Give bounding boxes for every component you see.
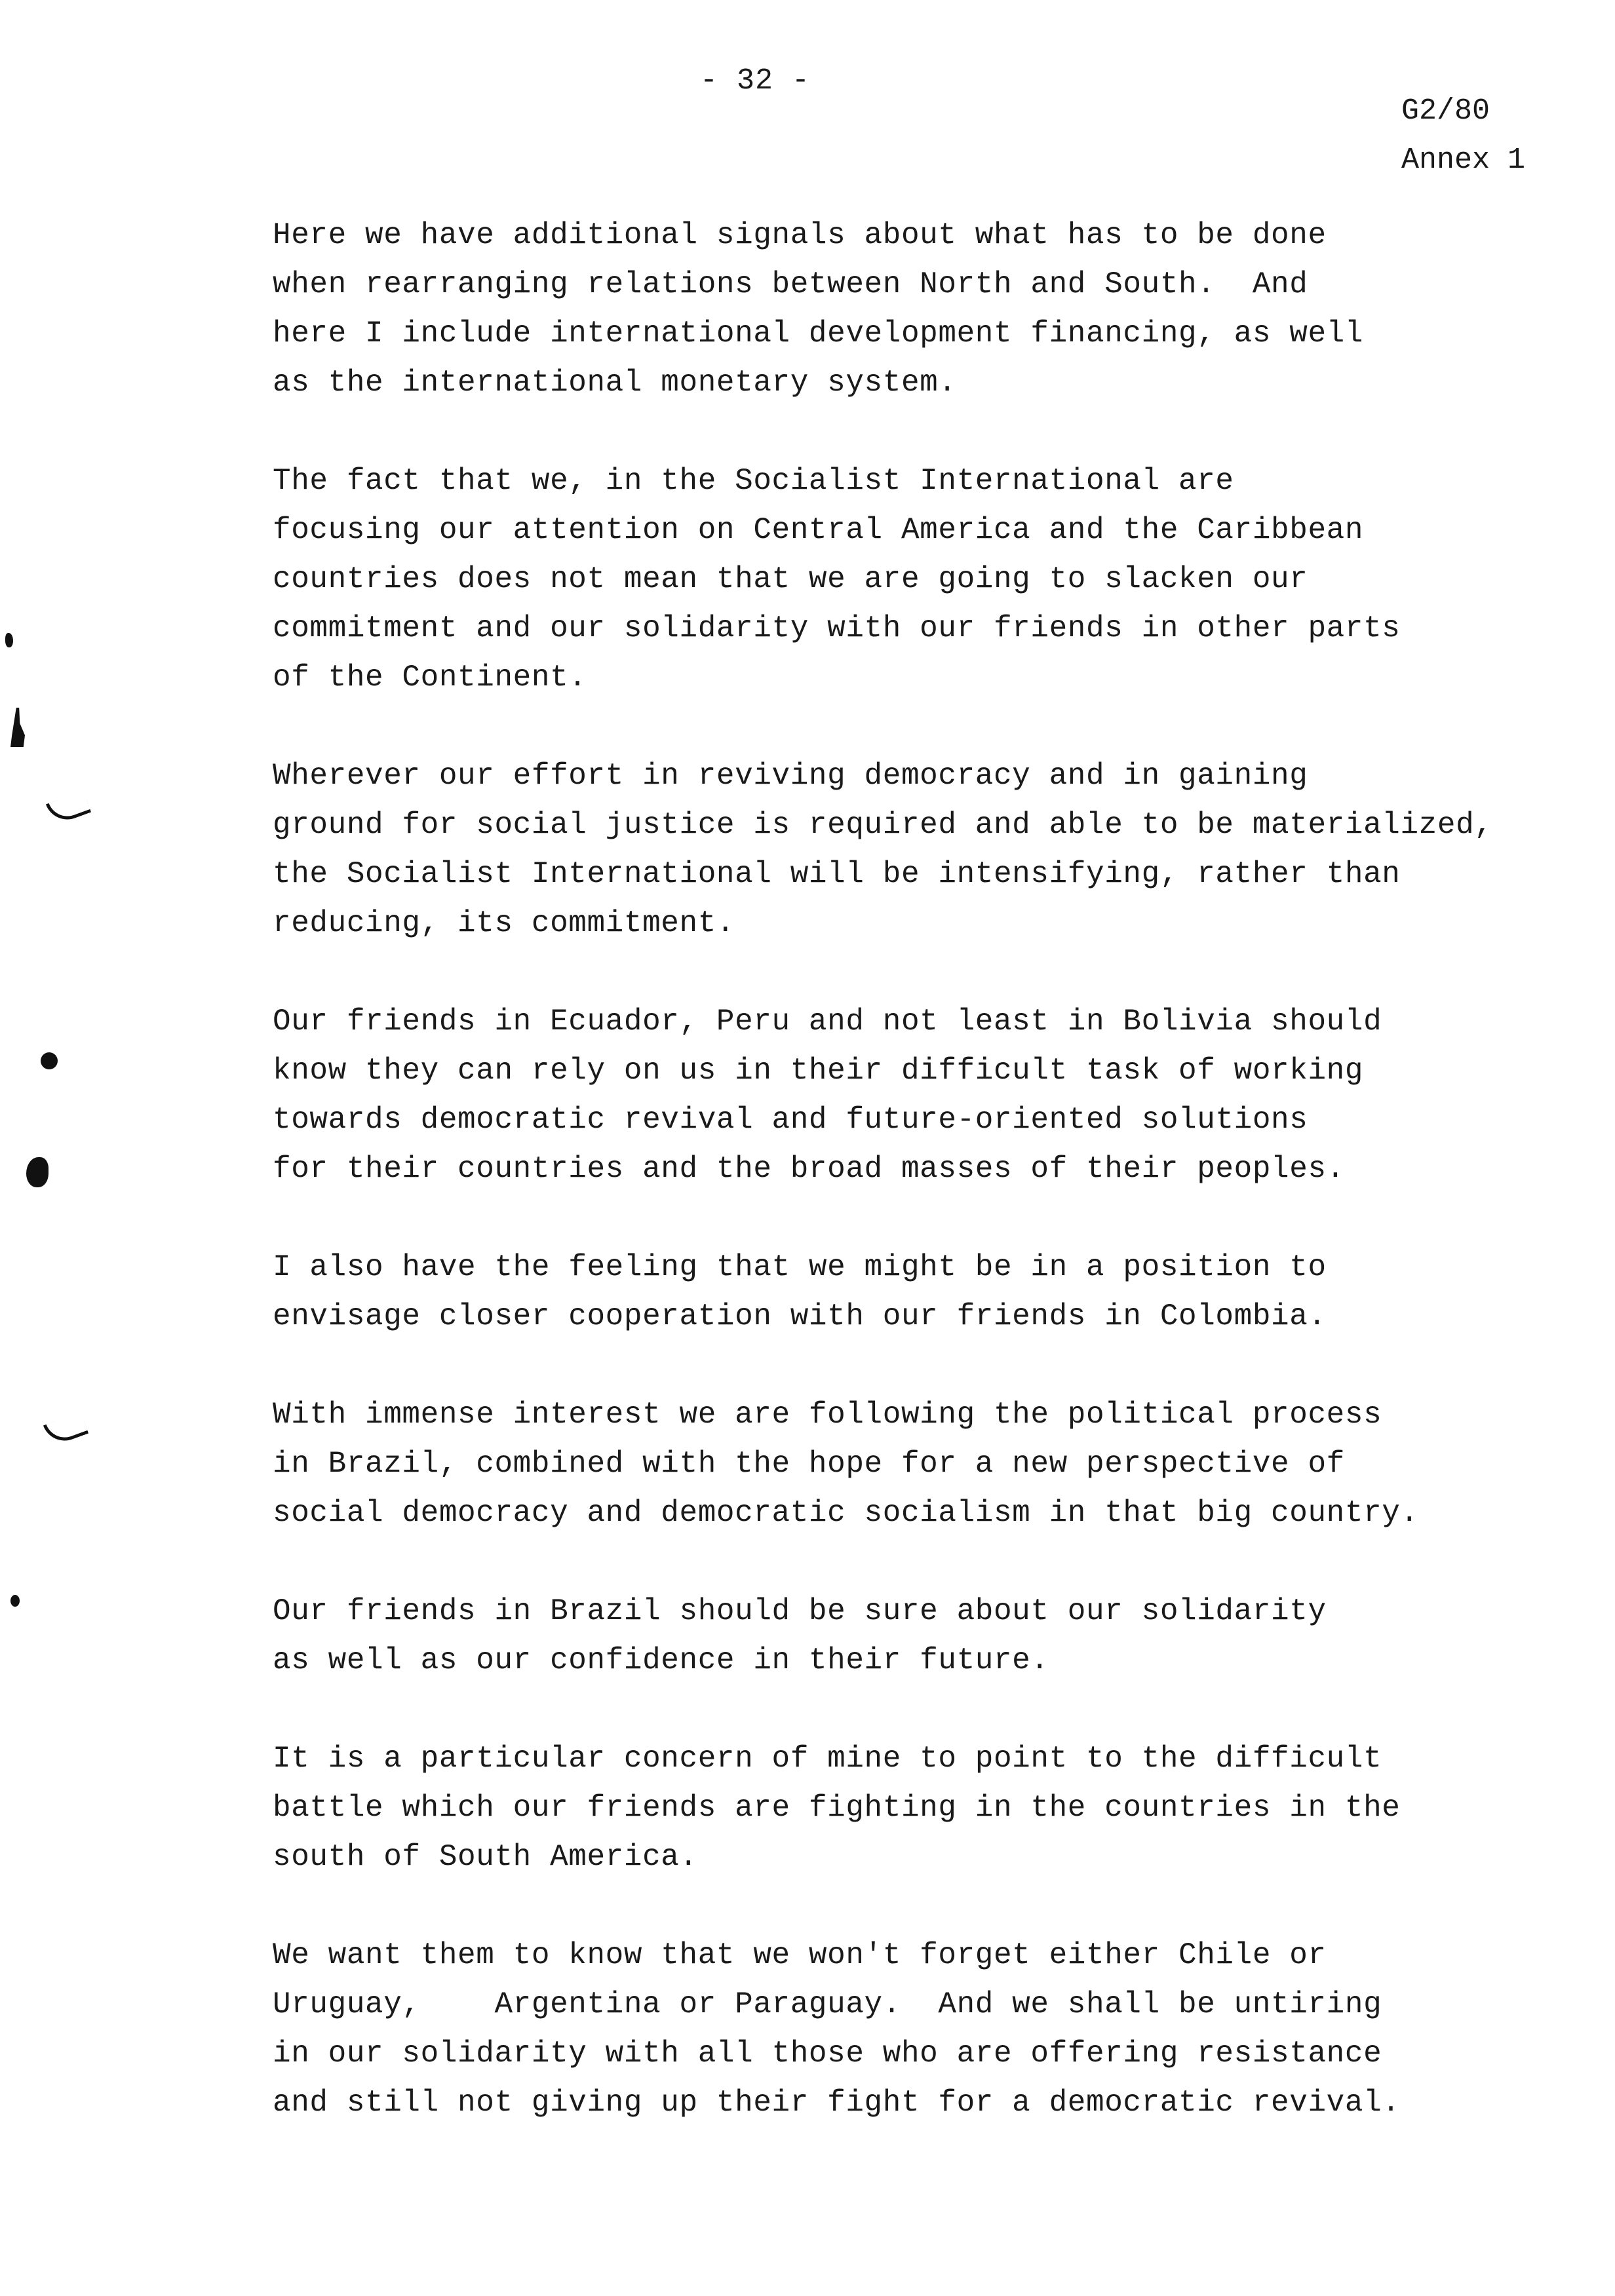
text-line: social democracy and democratic socialism in that big country. [273,1496,1419,1530]
text-line: here I include international development financing, as well [273,316,1364,351]
text-line: as well as our confidence in their future. [273,1643,1049,1677]
scan-mark [41,1052,58,1069]
text-line: in our solidarity with all those who are offering resistance [273,2037,1382,2071]
text-line: and still not giving up their fight for a democratic revival. [273,2086,1401,2120]
scan-mark [10,1595,20,1607]
text-line: as the international monetary system. [273,366,957,400]
scan-mark [43,1412,88,1447]
scan-mark [5,633,13,647]
text-line: Wherever our effort in reviving democracy and in gaining [273,759,1308,793]
text-line: It is a particular concern of mine to point to the difficult [273,1742,1382,1776]
paragraph [273,457,1577,702]
text-line: Our friends in Ecuador, Peru and not least in Bolivia should [273,1004,1382,1039]
scan-mark [10,708,25,747]
text-line: Here we have additional signals about what has to be done [273,218,1327,252]
text-line: the Socialist International will be intensifying, rather than [273,857,1401,891]
paragraph [273,997,1577,1194]
text-line: We want them to know that we won't forget either Chile or [273,1938,1327,1972]
text-line: reducing, its commitment. [273,906,735,940]
reference-annex: Annex 1 [1401,144,1526,177]
text-line: in Brazil, combined with the hope for a new perspective of [273,1447,1345,1481]
text-line: With immense interest we are following the political process [273,1398,1382,1432]
page-number: - 32 - [700,64,811,98]
text-line: know they can rely on us in their difficult task of working [273,1054,1364,1088]
paragraph [273,1390,1577,1538]
scan-mark [26,1157,49,1187]
text-line: towards democratic revival and future-oriented solutions [273,1103,1308,1137]
text-line: south of South America. [273,1840,698,1874]
paragraph [273,1243,1577,1341]
text-line: Uruguay, Argentina or Paraguay. And we shall be untiring [273,1987,1382,2021]
text-line: countries does not mean that we are going to slacken our [273,562,1308,596]
paragraph [273,1931,1577,2128]
scan-mark [46,791,91,826]
text-line: when rearranging relations between North and South. And [273,267,1308,301]
text-line: I also have the feeling that we might be in a position to [273,1250,1327,1284]
text-line: envisage closer cooperation with our friends in Colombia. [273,1299,1327,1333]
text-line: for their countries and the broad masses of their peoples. [273,1152,1345,1186]
paragraph [273,211,1577,408]
paragraph [273,1734,1577,1882]
text-line: The fact that we, in the Socialist International are [273,464,1234,498]
text-line: battle which our friends are fighting in the countries in the [273,1791,1401,1825]
body-text [273,211,1577,2177]
document-reference [1401,86,1525,185]
reference-code: G2/80 [1401,94,1490,128]
paragraph [273,752,1577,948]
text-line: of the Continent. [273,660,587,695]
text-line: commitment and our solidarity with our friends in other parts [273,611,1401,645]
text-line: focusing our attention on Central America and the Caribbean [273,513,1364,547]
paragraph [273,1587,1577,1685]
text-line: Our friends in Brazil should be sure about our solidarity [273,1594,1327,1628]
text-line: ground for social justice is required and able to be materialized, [273,808,1493,842]
